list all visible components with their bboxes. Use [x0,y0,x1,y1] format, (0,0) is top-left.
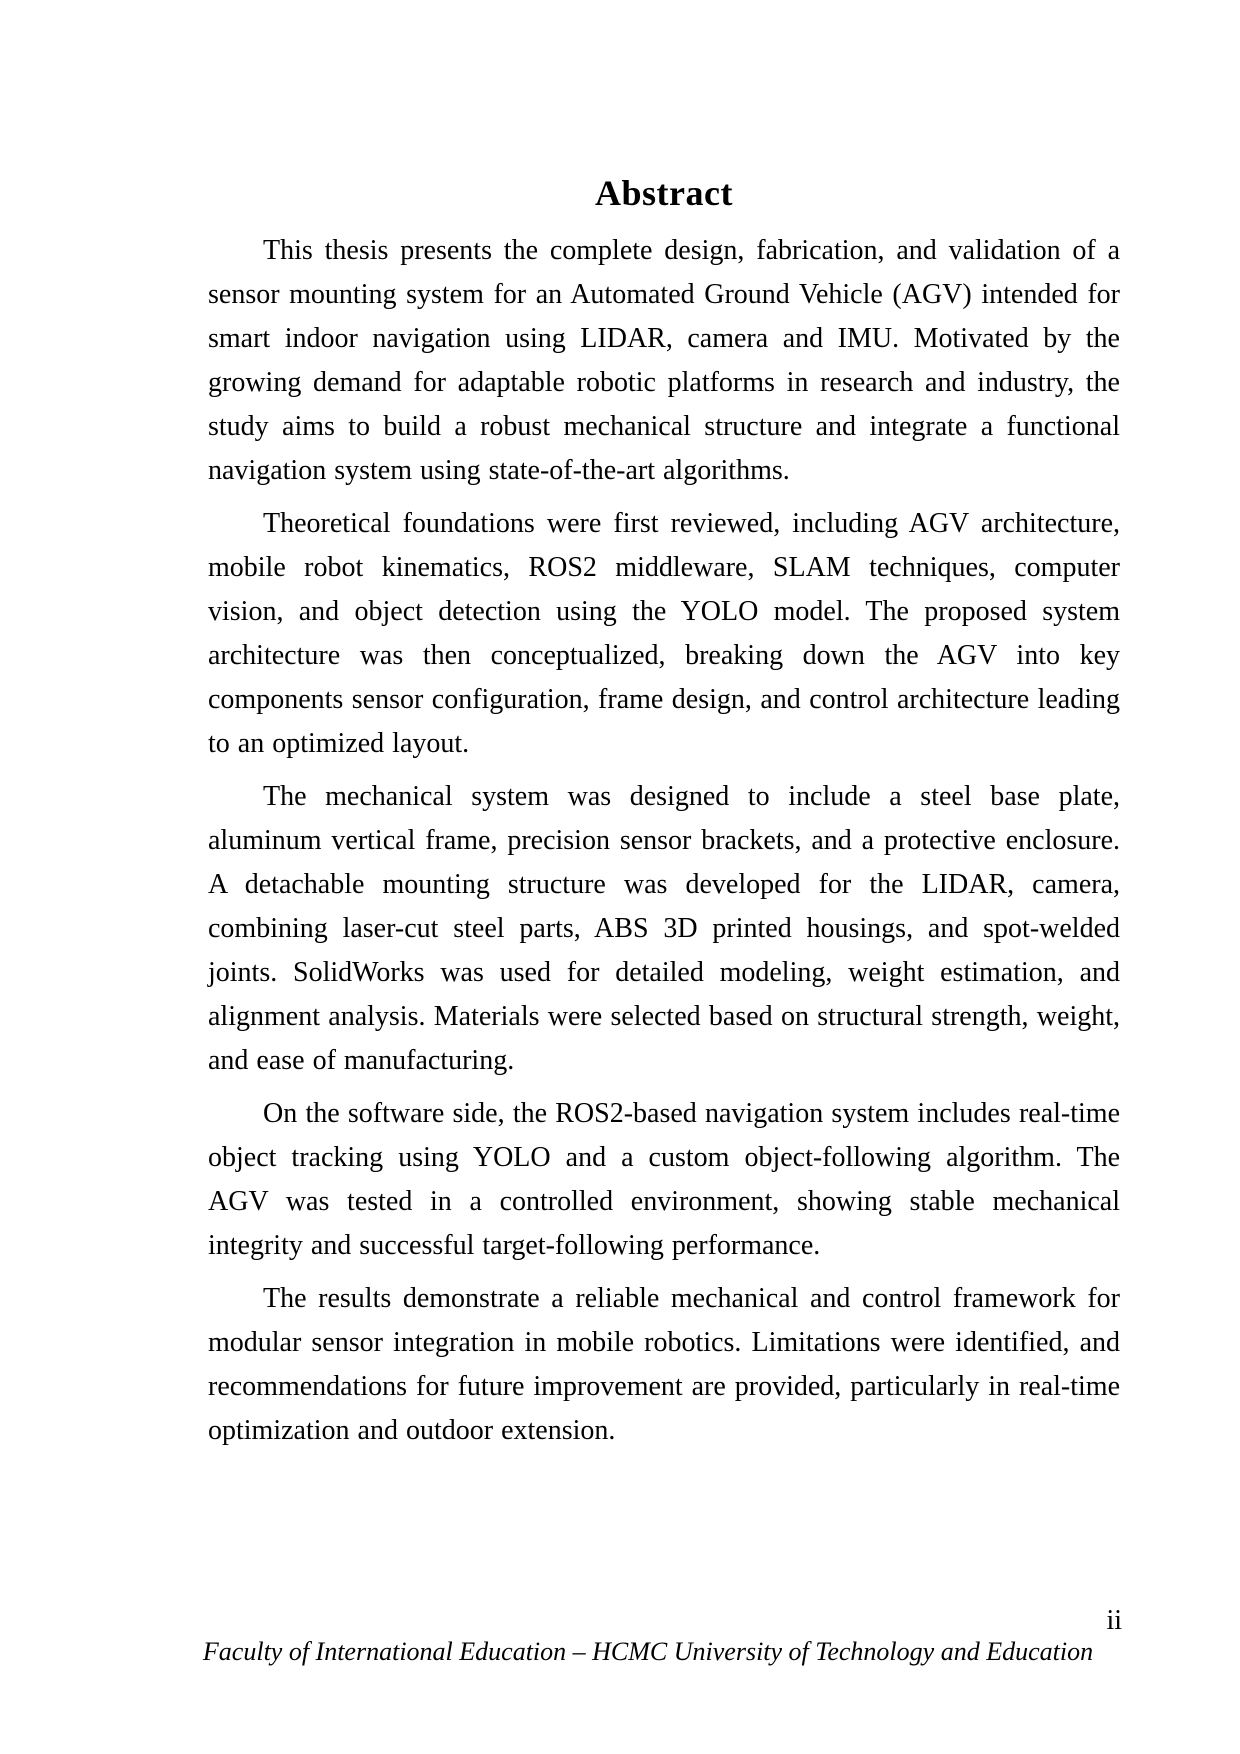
page-title: Abstract [595,173,733,213]
abstract-paragraph-4: On the software side, the ROS2-based navigation system includes real-time object tracking using YOLO and a custom object-following algorithm. The AGV was tested in a controlled environment, showing stable mechanical integrity and successful target-following performance. [208,1098,1120,1261]
abstract-paragraph-2: Theoretical foundations were first reviewed, including AGV architecture, mobile robot kinematics, ROS2 middleware, SLAM techniques, computer vision, and object detection using the YOLO model. The proposed system architecture was then conceptualized, breaking down the AGV into key components sensor configuration, frame design, and control architecture leading to an optimized layout. [208,508,1120,759]
abstract-paragraph-3: The mechanical system was designed to include a steel base plate, aluminum vertical frame, precision sensor brackets, and a protective enclosure. A detachable mounting structure was developed for the LIDAR, camera, combining laser-cut steel parts, ABS 3D printed housings, and spot-welded joints. SolidWorks was used for detailed modeling, weight estimation, and alignment analysis. Materials were selected based on structural strength, weight, and ease of manufacturing. [208,781,1120,1076]
page-number: ii [1106,1605,1122,1636]
abstract-paragraph-1: This thesis presents the complete design, fabrication, and validation of a sensor mounting system for an Automated Ground Vehicle (AGV) intended for smart indoor navigation using LIDAR, camera and IMU. Motivated by the growing demand for adaptable robotic platforms in research and industry, the study aims to build a robust mechanical structure and integrate a functional navigation system using state-of-the-art algorithms. [208,235,1120,486]
abstract-content [208,0,1120,1453]
abstract-paragraph-5: The results demonstrate a reliable mechanical and control framework for modular sensor integration in mobile robotics. Limitations were identified, and recommendations for future improvement are provided, particularly in real-time optimization and outdoor extension. [208,1283,1120,1446]
footer-text: Faculty of International Education – HCMC University of Technology and Education [202,1637,1094,1666]
